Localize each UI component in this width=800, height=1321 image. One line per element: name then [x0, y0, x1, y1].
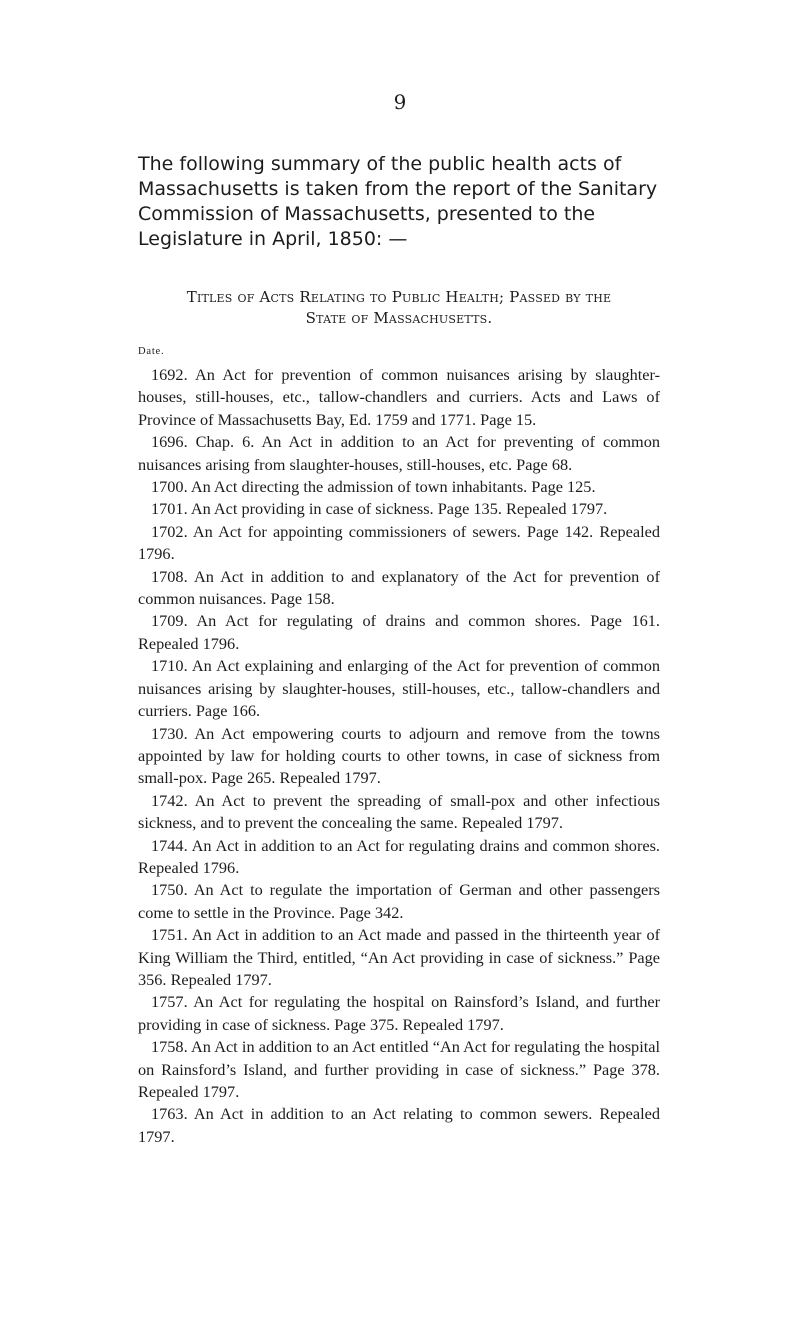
act-entry — [138, 431, 660, 476]
act-year: 1750. — [151, 880, 188, 900]
act-year: 1700. — [151, 477, 188, 497]
act-text: An Act for regulating of drains and common shores. Page 161. Repealed 1796. — [138, 611, 660, 653]
page-number: 9 — [393, 90, 407, 114]
act-text: An Act empowering courts to adjourn and remove from the towns appointed by law for holding courts to other towns, in case of sickness from small-pox. Page 265. Repealed 1797. — [138, 723, 661, 788]
act-text: An Act in addition to and explanatory of the Act for prevention of common nuisances. Page 158. — [138, 566, 660, 609]
act-text: An Act directing the admission of town inhabitants. Page 125. — [190, 477, 596, 497]
act-year: 1751. — [151, 925, 188, 945]
act-year: 1710. — [151, 656, 188, 676]
act-text: Chap. 6. An Act in addition to an Act for preventing of common nuisances arising from slaughter-houses, still-houses, etc. Page 68. — [138, 432, 660, 474]
act-year: 1692. — [151, 365, 188, 384]
act-entry — [138, 610, 660, 655]
act-text: An Act for appointing commissioners of sewers. Page 142. Repealed 1796. — [138, 521, 660, 564]
act-entry — [138, 835, 660, 880]
section-heading — [138, 287, 660, 329]
act-entry — [138, 498, 660, 520]
act-entry — [138, 723, 660, 790]
act-year: 1757. — [151, 992, 188, 1012]
heading-line-1: Titles of Acts Relating to Public Health; Passed by the — [186, 288, 612, 306]
act-entry — [138, 991, 660, 1036]
act-text: An Act for regulating the hospital on Rainsford’s Island, and further providing in case of sickness. Page 375. Repealed 1797. — [138, 992, 661, 1034]
act-entry — [138, 1036, 660, 1103]
act-text: An Act in addition to an Act made and passed in the thirteenth year of King William the Third, entitled, “An Act providing in case of sickness.” Page 356. Repealed 1797. — [138, 925, 661, 989]
act-year: 1701. — [151, 499, 188, 519]
act-entry — [138, 364, 660, 431]
act-text: An Act in addition to an Act entitled “An Act for regulating the hospital on Rainsford’s Island, and further providing in case of sickness.” Page 378. Repealed 1797. — [138, 1037, 660, 1101]
act-year: 1696. — [151, 432, 188, 452]
act-text: An Act in addition to an Act for regulating drains and common shores. Repealed 1796. — [138, 835, 661, 877]
act-text: An Act explaining and enlarging of the Act for prevention of common nuisances arising by slaughter-houses, still-houses, etc., tallow-chandlers and curriers. Page 166. — [138, 656, 660, 721]
acts-list — [138, 346, 660, 1148]
intro-paragraph — [138, 152, 658, 252]
heading-line-2: State of Massachusetts. — [305, 309, 493, 327]
act-entry — [138, 566, 660, 611]
act-year: 1702. — [151, 521, 188, 541]
act-text: An Act to prevent the spreading of small-pox and other infectious sickness, and to prevent the concealing the same. Repealed 1797. — [138, 790, 661, 833]
act-entry — [138, 655, 660, 722]
act-text: An Act to regulate the importation of German and other passengers come to settle in the Province. Page 342. — [138, 880, 661, 922]
act-entry — [138, 1103, 660, 1148]
act-text: An Act for prevention of common nuisances arising by slaughter-houses, still-houses, etc., tallow-chandlers and curriers. Acts and Laws of Province of Massachusetts Bay, Ed. 1759 and 1771. Page 15. — [138, 365, 661, 429]
act-text: An Act in addition to an Act relating to common sewers. Repealed 1797. — [138, 1104, 660, 1146]
act-year: 1744. — [151, 835, 188, 855]
act-year: 1730. — [151, 723, 188, 743]
act-entry — [138, 476, 660, 498]
date-column-label: Date. — [138, 346, 165, 357]
act-entry — [138, 790, 660, 835]
act-entry — [138, 521, 660, 566]
act-year: 1758. — [151, 1037, 188, 1057]
act-year: 1763. — [151, 1104, 188, 1124]
intro-text: The following summary of the public health acts of Massachusetts is taken from the report of the Sanitary Commission of Massachusetts, presented to the Legislature in April, 1850: — — [138, 153, 658, 250]
act-year: 1708. — [151, 566, 188, 586]
act-year: 1709. — [151, 611, 188, 631]
act-text: An Act providing in case of sickness. Page 135. Repealed 1797. — [190, 499, 608, 519]
act-entry — [138, 924, 660, 991]
act-year: 1742. — [151, 790, 188, 810]
act-entry — [138, 879, 660, 924]
